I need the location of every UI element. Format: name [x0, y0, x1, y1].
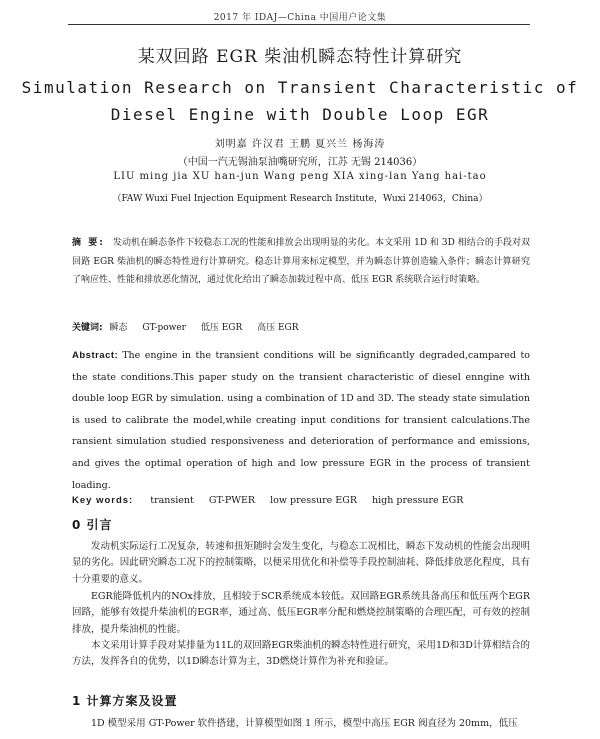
- affiliation-english: （FAW Wuxi Fuel Injection Equipment Research Institute，Wuxi 214063，China）: [112, 194, 488, 204]
- affiliation-chinese: （中国一汽无锡油泵油嘴研究所，江苏 无锡 214036）: [177, 157, 423, 168]
- title-english-line-2: Diesel Engine with Double Loop EGR: [110, 105, 490, 124]
- keyword-en-item: low pressure EGR: [270, 495, 357, 506]
- keywords-english: [72, 495, 530, 506]
- section-heading-introduction: 0 引言: [72, 518, 113, 532]
- abstract-english-text: The engine in the transient conditions will be significantly degraded,campared to the state conditions.This paper study on the transient characteristic of diesel enngine with double loop EGR by simulation. using a combination of 1D and 3D. The steady state simulation is used to calibrate the model,while creating input conditions for transient calculations.The ransient simulation studied responsiveness and deterioration of performance and emissions, and gives the optimal operation of high and low pressure EGR in the process of transient loading.: [72, 350, 530, 491]
- abstract-chinese: [72, 234, 530, 290]
- keywords-chinese: [72, 320, 530, 333]
- abstract-chinese-text: 发动机在瞬态条件下较稳态工况的性能和排放会出现明显的劣化。本文采用 1D 和 3D 相结合的手段对双回路 EGR 柴油机的瞬态特性进行计算研究。稳态计算用来标定模型，并为瞬态计算创造输入条件；瞬态计算研究了响应性、性能和排放恶化情况，通过优化给出了瞬态加载过程中高、低压 EGR 系统联合运行时策略。: [72, 238, 530, 285]
- title-english-line-1: Simulation Research on Transient Characteristic of: [21, 78, 579, 97]
- keyword-en-item: GT-PWER: [208, 495, 256, 506]
- keyword-cn-item: 瞬态: [109, 323, 128, 333]
- keyword-cn-item: GT-power: [142, 323, 186, 333]
- authors-chinese: 刘明嘉 许汉君 王鹏 夏兴兰 杨海涛: [214, 139, 386, 150]
- keyword-cn-item: 高压 EGR: [257, 323, 299, 333]
- abstract-chinese-label: 摘 要:: [72, 238, 105, 248]
- body-paragraph: 1D 模型采用 GT-Power 软件搭建，计算模型如图 1 所示，模型中高压 EGR 阀直径为 20mm，低压: [91, 718, 518, 729]
- keywords-english-label: Key words:: [72, 495, 134, 506]
- keyword-en-item: transient: [150, 495, 194, 506]
- keyword-cn-item: 低压 EGR: [200, 323, 243, 333]
- abstract-english: [72, 345, 530, 496]
- abstract-english-label: Abstract:: [72, 350, 119, 361]
- keywords-chinese-label: 关键词:: [72, 323, 103, 333]
- keyword-en-item: high pressure EGR: [372, 495, 464, 506]
- title-chinese: 某双回路 EGR 柴油机瞬态特性计算研究: [137, 47, 463, 67]
- header-rule: [68, 24, 530, 25]
- body-paragraph: 本文采用计算手段对某排量为11L的双回路EGR柴油机的瞬态特性进行研究，采用1D和3D计算相结合的方法，发挥各自的优势，以1D瞬态计算为主，3D燃烧计算作为补充和验证。: [72, 640, 530, 668]
- running-head: 2017 年 IDAJ—China 中国用户论文集: [213, 13, 387, 23]
- body-paragraph: EGR能降低机内的NOx排放，且相较于SCR系统成本较低。双回路EGR系统具备高压和低压两个EGR回路，能够有效提升柴油机的EGR率，通过高、低压EGR率分配和燃烧控制策略的合理匹配，可有效的控制排放，提升柴油机的性能。: [72, 591, 530, 635]
- section-heading-method: 1 计算方案及设置: [72, 694, 178, 708]
- authors-english: LIU ming jia XU han-jun Wang peng XIA xing-lan Yang hai-tao: [113, 171, 487, 182]
- body-paragraph: 发动机实际运行工况复杂，转速和扭矩随时会发生变化，与稳态工况相比，瞬态下发动机的性能会出现明显的劣化。因此研究瞬态工况下的控制策略，以便采用优化和补偿等手段控制油耗、降低排放恶化程度，具有十分重要的意义。: [72, 541, 530, 585]
